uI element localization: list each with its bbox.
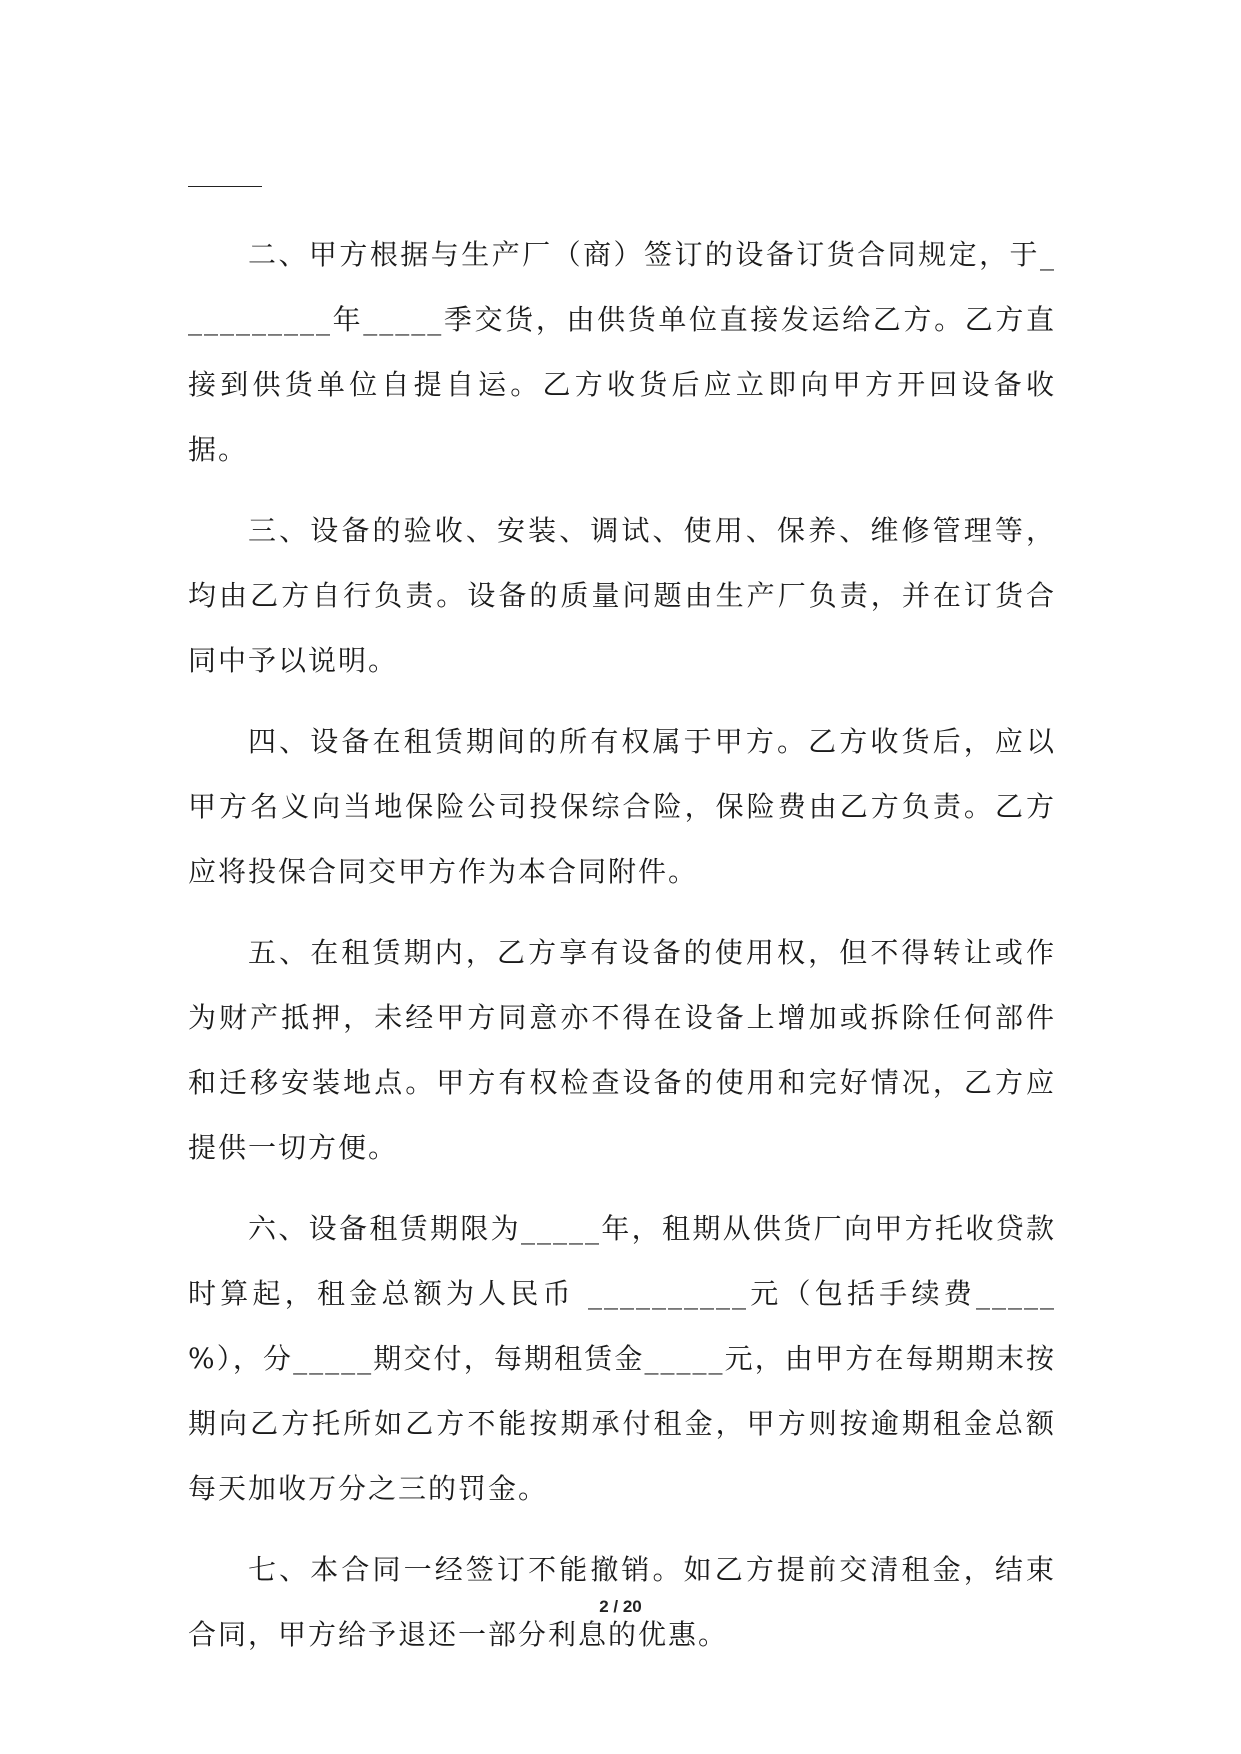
clause-7: 七、本合同一经签订不能撤销。如乙方提前交清租金，结束合同，甲方给予退还一部分利息的优惠。 (188, 1553, 1056, 1651)
clause-5: 五、在租赁期内，乙方享有设备的使用权，但不得转让或作为财产抵押，未经甲方同意亦不得在设备上增加或拆除任何部件和迁移安装地点。甲方有权检查设备的使用和完好情况，乙方应提供一切方便。 (188, 936, 1056, 1164)
clause-6: 六、设备租赁期限为_____年，租期从供货厂向甲方托收贷款时算起，租金总额为人民币 __________元（包括手续费_____ %），分_____期交付，每期租赁金_____元，由甲方在每期期末按期向乙方托所如乙方不能按期承付租金，甲方则按逾期租金总额每天加收万分之三的罚金。 (188, 1212, 1056, 1505)
top-rule-line (188, 186, 262, 187)
document-body (188, 222, 1056, 1683)
clause-2: 二、甲方根据与生产厂（商）签订的设备订货合同规定，于__________年_____季交货，由供货单位直接发运给乙方。乙方直接到供货单位自提自运。乙方收货后应立即向甲方开回设备收据。 (188, 238, 1056, 466)
clause-3: 三、设备的验收、安装、调试、使用、保养、维修管理等，均由乙方自行负责。设备的质量问题由生产厂负责，并在订货合同中予以说明。 (188, 514, 1056, 677)
clause-4: 四、设备在租赁期间的所有权属于甲方。乙方收货后，应以甲方名义向当地保险公司投保综合险，保险费由乙方负责。乙方应将投保合同交甲方作为本合同附件。 (188, 725, 1056, 888)
page-number: 2 / 20 (599, 1597, 642, 1616)
